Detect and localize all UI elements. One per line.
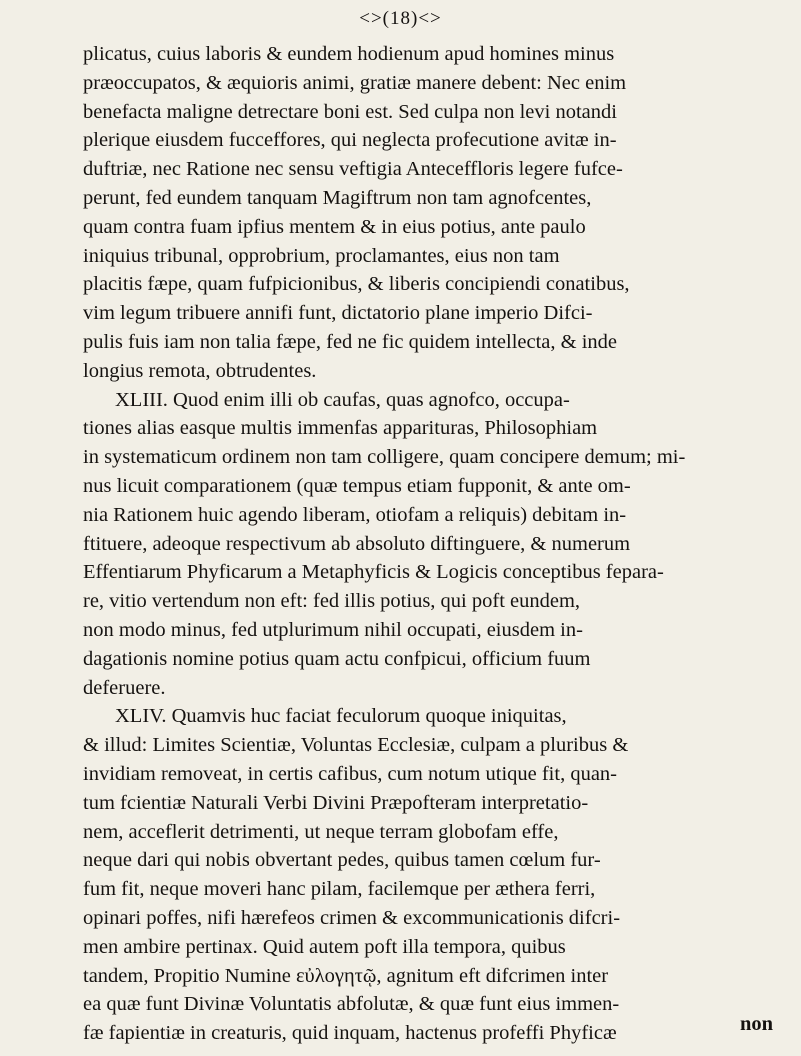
text-line: neque dari qui nobis obvertant pedes, quibus tamen cœlum fur-	[83, 849, 601, 872]
section-heading-line: XLIII. Quod enim illi ob caufas, quas agnofco, occupa-	[115, 388, 570, 411]
text-line: nia Rationem huic agendo liberam, otiofam a reliquis) debitam in-	[83, 503, 627, 526]
text-body	[83, 40, 783, 1048]
text-line: tiones alias easque multis immenfas apparituras, Philosophiam	[83, 417, 598, 440]
catchword: non	[739, 1013, 773, 1035]
text-line: non modo minus, fed utplurimum nihil occupati, eiusdem in-	[83, 618, 583, 641]
text-line: quam contra fuam ipfius mentem & in eius potius, ante paulo	[83, 215, 586, 238]
text-line: dagationis nomine potius quam actu confpicui, officium fuum	[83, 647, 591, 670]
text-line: iniquius tribunal, opprobrium, proclamantes, eius non tam	[83, 244, 560, 267]
text-line: fum fit, neque moveri hanc pilam, facilemque per æthera ferri,	[83, 878, 596, 901]
text-line: plicatus, cuius laboris & eundem hodienum apud homines minus	[83, 43, 615, 65]
text-line: men ambire pertinax. Quid autem poft illa tempora, quibus	[83, 935, 566, 958]
text-line: tum fcientiæ Naturali Verbi Divini Præpofteram interpretatio-	[83, 791, 589, 814]
page-header: <>(18)<>	[359, 8, 442, 29]
section-heading-line: XLIV. Quamvis huc faciat feculorum quoque iniquitas,	[115, 705, 567, 728]
text-line: perunt, fed eundem tanquam Magiftrum non tam agnofcentes,	[83, 186, 592, 209]
text-line: opinari poffes, nifi hærefeos crimen & excommunicationis difcri-	[83, 906, 621, 929]
text-line: fæ fapientiæ in creaturis, quid inquam, hactenus profeffi Phyficæ	[83, 1022, 617, 1045]
text-line: Effentiarum Phyficarum a Metaphyficis & Logicis conceptibus fepara-	[83, 561, 664, 584]
text-line: re, vitio vertendum non eft: fed illis potius, qui poft eundem,	[83, 590, 581, 613]
text-line: in systematicum ordinem non tam colligere, quam concipere demum; mi-	[83, 446, 686, 469]
text-line: & illud: Limites Scientiæ, Voluntas Ecclesiæ, culpam a pluribus &	[83, 734, 629, 757]
text-line: nem, acceflerit detrimenti, ut neque terram globofam effe,	[83, 820, 559, 843]
text-line: plerique eiusdem fucceffores, qui neglecta profecutione avitæ in-	[83, 129, 617, 152]
text-line: ftituere, adeoque respectivum ab absoluto diftinguere, & numerum	[83, 532, 631, 555]
text-line: placitis fæpe, quam fufpicionibus, & liberis concipiendi conatibus,	[83, 273, 630, 296]
text-line: longius remota, obtrudentes.	[83, 359, 317, 382]
text-line: deferuere.	[83, 676, 166, 699]
text-line: pulis fuis iam non talia fæpe, fed ne fic quidem intellecta, & inde	[83, 330, 617, 353]
text-line: tandem, Propitio Numine εὐλογητῷ, agnitum eft difcrimen inter	[83, 964, 609, 987]
text-line: invidiam removeat, in certis cafibus, cum notum utique fit, quan-	[83, 762, 618, 785]
text-line: ea quæ funt Divinæ Voluntatis abfolutæ, & quæ funt eius immen-	[83, 993, 620, 1016]
text-line: præoccupatos, & æquioris animi, gratiæ manere debent: Nec enim	[83, 71, 627, 94]
text-line: vim legum tribuere annifi funt, dictatorio plane imperio Difci-	[83, 302, 593, 325]
text-line: nus licuit comparationem (quæ tempus etiam fupponit, & ante om-	[83, 474, 631, 497]
text-line: duftriæ, nec Ratione nec sensu veftigia Anteceffloris legere fufce-	[83, 158, 623, 181]
text-line: benefacta maligne detrectare boni est. Sed culpa non levi notandi	[83, 100, 617, 123]
